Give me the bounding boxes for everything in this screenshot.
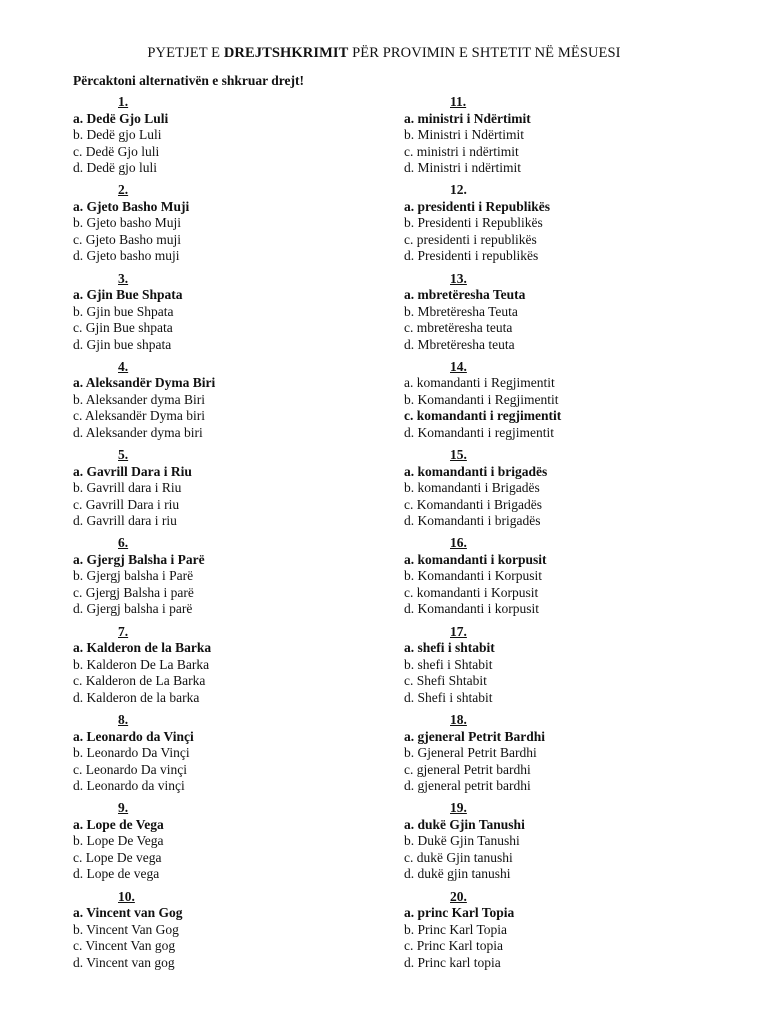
option: d. gjeneral petrit bardhi: [404, 778, 531, 794]
question-number: 7.: [118, 623, 129, 639]
option: c. Aleksandër Dyma biri: [73, 408, 205, 424]
option-correct: a. Aleksandër Dyma Biri: [73, 375, 216, 391]
question-number: 1.: [118, 94, 129, 109]
option: d. Gavrill dara i riu: [73, 513, 177, 529]
option: c. presidenti i republikës: [404, 231, 537, 247]
option: b. Gjeneral Petrit Bardhi: [404, 745, 537, 761]
option: d. Komandanti i regjimentit: [404, 424, 554, 440]
question-number: 12.: [450, 182, 467, 198]
option: d. Presidenti i republikës: [404, 248, 539, 264]
option-correct: a. shefi i shtabit: [404, 640, 495, 656]
option: b. Gjeto basho Muji: [73, 215, 181, 231]
option: d. Gjergj balsha i parë: [73, 601, 193, 617]
option-correct: a. gjeneral Petrit Bardhi: [404, 728, 545, 744]
option: b. Presidenti i Republikës: [404, 215, 543, 231]
option: b. shefi i Shtabit: [404, 656, 493, 672]
option: d. Mbretëresha teuta: [404, 336, 515, 352]
question-number: 14.: [450, 358, 467, 374]
option: c. komandanti i Korpusit: [404, 584, 539, 600]
question-block: [73, 712, 373, 800]
question-number: 18.: [450, 712, 467, 728]
question-number: 2.: [118, 182, 129, 198]
option-correct: a. Gjergj Balsha i Parë: [73, 551, 205, 567]
question-block: [73, 271, 373, 359]
question-number: 15.: [450, 447, 467, 463]
page-title: [0, 45, 768, 62]
option-correct: a. Lope de Vega: [73, 816, 164, 832]
question-block: [404, 624, 704, 712]
option: d. Leonardo da vinçi: [73, 778, 185, 794]
option: b. Aleksander dyma Biri: [73, 391, 205, 407]
question-block: [404, 535, 704, 623]
option: d. Komandanti i brigadës: [404, 513, 541, 529]
option: b. Lope De Vega: [73, 833, 164, 849]
option: d. Gjeto basho muji: [73, 248, 180, 264]
title-emphasis: DREJTSHKRIMIT: [223, 45, 349, 61]
option: b. Kalderon De La Barka: [73, 656, 210, 672]
option: c. Leonardo Da vinçi: [73, 761, 187, 777]
question-block: [73, 94, 373, 182]
option: c. Gavrill Dara i riu: [73, 496, 180, 512]
question-number: 17.: [450, 623, 467, 639]
option: d. Komandanti i korpusit: [404, 601, 539, 617]
option: b. Komandanti i Korpusit: [404, 568, 542, 584]
option: c. mbretëresha teuta: [404, 320, 513, 336]
question-number: 6.: [118, 535, 129, 551]
option-correct: a. Leonardo da Vinçi: [73, 728, 194, 744]
option-correct: a. Gjeto Basho Muji: [73, 198, 190, 214]
question-number: 3.: [118, 270, 129, 286]
option: c. Kalderon de La Barka: [73, 673, 206, 689]
option-correct: c. komandanti i regjimentit: [404, 408, 562, 424]
option: c. Shefi Shtabit: [404, 673, 487, 689]
question-number: 20.: [450, 888, 467, 904]
option: c. gjeneral Petrit bardhi: [404, 761, 531, 777]
option: c. Dedë Gjo luli: [73, 143, 160, 159]
option-correct: a. komandanti i brigadës: [404, 463, 548, 479]
question-number: 16.: [450, 535, 467, 551]
question-block: [404, 271, 704, 359]
question-number: 10.: [118, 888, 135, 904]
option: d. Vincent van gog: [73, 954, 175, 970]
option-correct: a. princ Karl Topia: [404, 905, 515, 921]
option: b. Vincent Van Gog: [73, 921, 179, 937]
question-number: 5.: [118, 447, 129, 463]
question-block: [404, 182, 704, 270]
option: d. Princ karl topia: [404, 954, 501, 970]
option-correct: a. Kalderon de la Barka: [73, 640, 212, 656]
title-prefix: PYETJET E: [147, 45, 224, 61]
option-correct: a. Gjin Bue Shpata: [73, 287, 183, 303]
question-block: [73, 359, 373, 447]
option: b. Komandanti i Regjimentit: [404, 391, 559, 407]
option: b. Ministri i Ndërtimit: [404, 127, 524, 142]
option: c. Gjin Bue shpata: [73, 320, 173, 336]
question-block: [404, 800, 704, 888]
option: d. Dedë gjo luli: [73, 160, 157, 175]
option: c. Gjergj Balsha i parë: [73, 584, 194, 600]
option: b. Gjin bue Shpata: [73, 303, 174, 319]
option: d. dukë gjin tanushi: [404, 866, 511, 882]
option-correct: a. dukë Gjin Tanushi: [404, 816, 525, 832]
option: d. Shefi i shtabit: [404, 689, 493, 705]
option: b. Gavrill dara i Riu: [73, 480, 182, 496]
option: d. Gjin bue shpata: [73, 336, 172, 352]
option-correct: a. Dedë Gjo Luli: [73, 110, 169, 126]
question-block: [404, 359, 704, 447]
question-block: [404, 94, 704, 182]
option-correct: a. Vincent van Gog: [73, 905, 183, 921]
question-number: 4.: [118, 358, 129, 374]
question-block: [73, 182, 373, 270]
option: b. Mbretëresha Teuta: [404, 303, 518, 319]
option: b. Princ Karl Topia: [404, 921, 508, 937]
question-block: [73, 447, 373, 535]
option-correct: a. mbretëresha Teuta: [404, 287, 526, 303]
question-number: 8.: [118, 712, 129, 728]
question-block: [404, 712, 704, 800]
question-block: [73, 800, 373, 888]
option-correct: a. presidenti i Republikës: [404, 198, 551, 214]
question-number: 19.: [450, 800, 467, 816]
question-number: 13.: [450, 270, 467, 286]
option: c. Vincent Van gog: [73, 938, 176, 954]
option: c. Lope De vega: [73, 849, 162, 865]
question-number: 11.: [450, 94, 467, 109]
option: b. komandanti i Brigadës: [404, 480, 540, 496]
question-block: [73, 535, 373, 623]
question-number: 9.: [118, 800, 129, 816]
option: b. Dedë gjo Luli: [73, 127, 162, 142]
question-block: [73, 889, 373, 977]
option: c. Gjeto Basho muji: [73, 231, 181, 247]
option-correct: a. ministri i Ndërtimit: [404, 110, 531, 126]
question-block: [404, 889, 704, 977]
option: b. Leonardo Da Vinçi: [73, 745, 190, 761]
option: d. Ministri i ndërtimit: [404, 160, 521, 175]
instruction-text: Përcaktoni alternativën e shkruar drejt!: [73, 73, 304, 88]
option-correct: a. komandanti i korpusit: [404, 551, 547, 567]
option: c. dukë Gjin tanushi: [404, 849, 513, 865]
option: c. ministri i ndërtimit: [404, 143, 519, 159]
title-suffix: PËR PROVIMIN E SHTETIT NË MËSUESI: [348, 45, 621, 61]
question-block: [73, 624, 373, 712]
option-correct: a. Gavrill Dara i Riu: [73, 463, 192, 479]
option: d. Aleksander dyma biri: [73, 424, 203, 440]
option: c. Komandanti i Brigadës: [404, 496, 542, 512]
option: b. Gjergj balsha i Parë: [73, 568, 194, 584]
questions-left-column: [73, 94, 373, 977]
option: d. Lope de vega: [73, 866, 160, 882]
option: b. Dukë Gjin Tanushi: [404, 833, 520, 849]
question-block: [404, 447, 704, 535]
questions-right-column: [404, 94, 704, 977]
option: d. Kalderon de la barka: [73, 689, 200, 705]
option: a. komandanti i Regjimentit: [404, 375, 555, 391]
option: c. Princ Karl topia: [404, 938, 503, 954]
